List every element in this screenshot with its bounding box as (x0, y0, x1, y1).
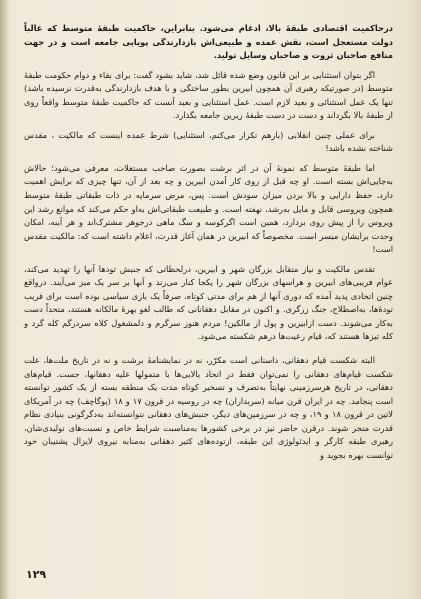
paragraph-2: اگر بتوان استثنایی بر این قانون وضع شده قائل شد، شاید بشود گفت: برای بقاء و دوام حکومت طبقهٔ متوسط (در صورتیکه رهبری آن همچون ابیرین بطور ساختگی و با هدف بازدارندگی به‌قدرت نرسیده باشد) تنها یک عمل استثنائی و بعید لازم است. عمل استثنایی و بعید آنست که حاکمیت طبقهٔ متوسط واقعاً روی از طبقهٔ بالا بگرداند و دست در دست طبقهٔ زیرین جامعه بگذارد. (24, 69, 393, 121)
paragraph-3: برای عملی چنین انقلابی (بازهم تکرار می‌کنم، استثنایی) شرط عمده اینست که مالکیت ، مقدس شناخته نشده باشد! (24, 129, 393, 154)
paragraph-6: البته شکست قیام دهقانی، داستانی است مکرّر، نه در نمایشنامهٔ برشت و نه در تاریخ ملت‌ها، علت شکست قیام‌های دهقانی را نمی‌توان فقط در اتحاد بالایی‌ها با متمولها علیه دهقانها، جست. قیام‌های دهقانی، در تاریخ هرسرزمینی نهایتاً به‌تصرف و تسخیر کوتاه مدت یک منطقه بسته از یک کشور توانسته است پنجامد. چه در ایران قرن میانه (سربداران) چه در روسیه در قرون ۱۷ و ۱۸ (پوگاچف) چه در آمریکای لاتین در قرون ۱۸ و ۱۹، و چه در سرزمین‌های دیگر، جنبش‌های دهقانی نتوانسته‌اند به‌دگرگونی بنیادی نظام قدرت منجر شوند. درقرن حاضر نیز در برخی کشورها به‌مناسبت شرایط خاص و نسبت‌های تولیدی‌شان، رهبری طبقه کارگر و ایدئولوژی این طبقه، ازتوده‌های کثیر دهقانی به‌منابه نیروی لایزال پشتیبان خود توانست بهره بجوید و (24, 355, 394, 460)
paragraph-1: درحاکمیت اقتصادی طبقهٔ بالا، ادغام می‌شود. بنابراین، حاکمیت طبقهٔ متوسط که غالباً دولت مستعجل است، نقش عمده و طبیعی‌اش بازدارندگی پویایی جامعه است و در جهت منافع صاحبان ثروت و صاحبان وسایل تولید. (24, 23, 393, 61)
page-binding-shadow (0, 0, 9, 599)
paragraph-4: اما طبقهٔ متوسط که نمونهٔ آن در اثر برشت بصورت صاحب مستغلات، معرفی می‌شود؛ حالاش به‌جایی‌اش بسته است. او چه قبل از روی کار آمدن ابیرین و چه بعد از آن، تنها چیزی که برایش اهمیت دارد، حفظ دارایی و بالا بردن میزان سودش است. پس، مرض سرمایه در ذات طبقاتی طبقهٔ متوسط همچون ویروسی قابل و مایل به‌رشد، نهفته است. و طبیعت طبقاتی‌اش به‌او حکم می‌کند که موانع رشد این ویروس را از پیش روی بردارد، همین است اگرکوسه و سگ ماهی درجوهر مشترک‌اند و هر آینه، امکان وحدت برایشان میسر است. مخصوصاً که ابیرین در همان آغاز قدرت، اعلام داشته است که: مالکیت مقدس است! (24, 162, 393, 255)
paragraph-5: تقدس مالکیت و نیاز متقابل بزرگان شهر و ابیرین، درلحظاتی که جنبش تودها آنها را تهدید می‌کند، عوام فریبی‌های ابیرین و هراسهای بزرگان شهر را یکجا کنار می‌زند و آنها بر سر یک میز می‌آیند. درواقع چنین اتحادی پدید آمده که دوری آنها از هم برای مدتی کوتاه، صرفاً یک بازی سیاسی بوده است برای فریب تودهٔ‌ها، به‌اصطلاح، جنگ زرگری. و اکنون در مقابل دهقانانی که طالب لغو بهرهٔ مالکانه هستند، متحداً دست به‌کار می‌شوند. دست ازابیرین و پول از مالکین! مردم هنوز سرگرم و دلمشغول کلاه سردرگم کله گرد و کله تیزها هستند که، قیام رعیت‌ها درهم شکسته می‌شود. (24, 263, 393, 342)
body-text (24, 22, 393, 462)
page-number: ۱۲۹ (26, 568, 47, 581)
